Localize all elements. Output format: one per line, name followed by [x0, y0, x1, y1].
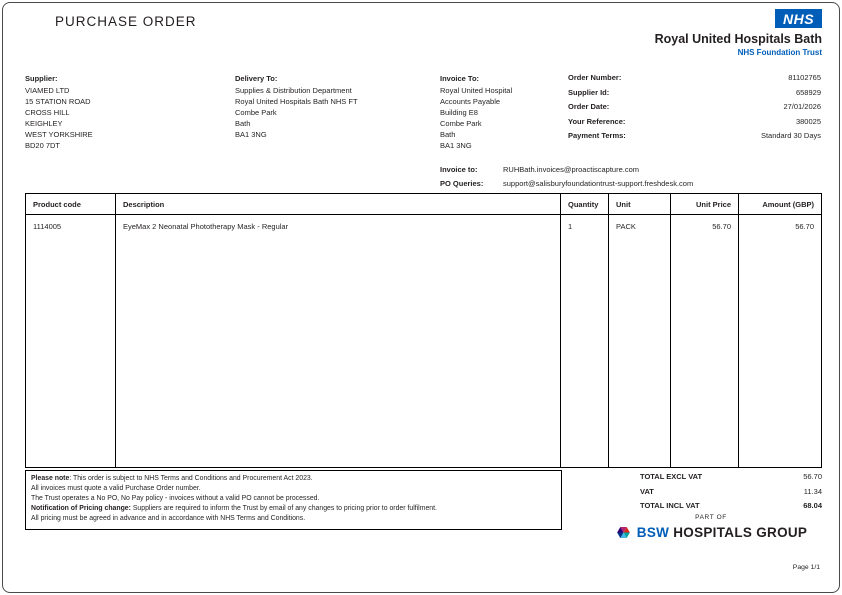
bsw-logo	[600, 524, 822, 541]
totals-block	[640, 472, 822, 516]
supplier-block	[25, 73, 225, 151]
note-line	[31, 474, 556, 484]
order-meta-row	[568, 73, 821, 88]
your-reference-value: 380025	[795, 116, 821, 126]
note-line: All pricing must be agreed in advance and in accordance with NHS Terms and Conditions.	[31, 515, 306, 522]
po-queries-value: support@salisburyfoundationtrust-support.freshdesk.com	[503, 179, 694, 188]
bsw-name-black: HOSPITALS GROUP	[669, 525, 808, 540]
note-line: All invoices must quote a valid Purchase Order number.	[31, 485, 201, 492]
your-reference-label: Your Reference:	[568, 116, 626, 126]
note-text: Suppliers are required to inform the Trust by email of any changes to pricing prior to order fulfilment.	[130, 505, 437, 512]
column-product-code	[26, 194, 116, 467]
address-line: BD20 7DT	[25, 141, 61, 150]
part-of-text: PART OF	[695, 514, 727, 521]
cell-description: EyeMax 2 Neonatal Phototherapy Mask - Regular	[123, 222, 289, 231]
address-line: WEST YORKSHIRE	[25, 130, 93, 139]
line-items-table	[25, 193, 822, 468]
note-lead: Please note	[31, 475, 70, 482]
order-meta-row	[568, 102, 821, 117]
address-line: BA1 3NG	[235, 130, 267, 139]
terms-notes-box	[25, 470, 562, 530]
address-line: BA1 3NG	[440, 141, 472, 150]
header-description: Description	[116, 194, 560, 215]
header-unit-price: Unit Price	[671, 194, 738, 215]
payment-terms-value: Standard 30 Days	[760, 131, 821, 140]
cell-quantity: 1	[568, 222, 573, 231]
nhs-logo: NHS	[775, 9, 822, 28]
organisation-name: Royal United Hospitals Bath	[654, 31, 822, 46]
po-queries-label: PO Queries:	[440, 179, 484, 188]
note-line: The Trust operates a No PO, No Pay policy - invoices without a valid PO cannot be processed.	[31, 495, 320, 502]
contacts-block	[440, 165, 693, 193]
supplier-id-label: Supplier Id:	[568, 87, 610, 97]
nhs-header	[655, 9, 822, 57]
cell-product-code: 1114005	[33, 222, 62, 231]
invoice-email-label: Invoice to:	[440, 165, 478, 174]
total-excl-vat-row	[640, 472, 822, 487]
order-date-label: Order Date:	[568, 102, 610, 111]
delivery-label: Delivery To:	[235, 74, 278, 83]
po-queries-row	[440, 179, 693, 188]
invoice-email-value: RUHBath.invoices@proactiscapture.com	[503, 165, 639, 174]
organisation-subtitle: NHS Foundation Trust	[737, 47, 822, 57]
note-lead: Notification of Pricing change:	[31, 505, 131, 512]
order-meta-row	[568, 117, 821, 132]
order-meta-block	[568, 73, 821, 146]
payment-terms-label: Payment Terms:	[568, 131, 626, 140]
column-amount	[739, 194, 821, 467]
invoice-block	[440, 73, 565, 151]
column-unit	[609, 194, 671, 467]
total-excl-vat-value: 56.70	[803, 472, 822, 481]
delivery-block	[235, 73, 435, 140]
supplier-label: Supplier:	[25, 74, 58, 83]
header-quantity: Quantity	[561, 194, 608, 215]
address-line: Combe Park	[440, 119, 482, 128]
vat-value: 11.34	[803, 486, 822, 496]
invoice-email-row	[440, 165, 693, 174]
invoice-label: Invoice To:	[440, 74, 480, 83]
order-number-value: 81102765	[788, 73, 821, 82]
order-meta-row	[568, 88, 821, 103]
cell-unit: PACK	[616, 222, 636, 231]
total-excl-vat-label: TOTAL EXCL VAT	[640, 472, 703, 481]
address-line: Accounts Payable	[440, 97, 501, 106]
bsw-name	[637, 525, 807, 540]
total-incl-vat-label: TOTAL INCL VAT	[640, 501, 700, 510]
order-meta-row	[568, 131, 821, 146]
address-line: Bath	[235, 119, 251, 128]
header-product-code: Product code	[26, 194, 115, 215]
address-line: Supplies & Distribution Department	[235, 86, 352, 95]
column-description	[116, 194, 561, 467]
vat-row	[640, 487, 822, 502]
cell-unit-price: 56.70	[712, 222, 731, 231]
header-unit: Unit	[609, 194, 670, 215]
address-line: Bath	[440, 130, 456, 139]
column-quantity	[561, 194, 609, 467]
total-incl-vat-value: 68.04	[803, 501, 822, 510]
order-number-label: Order Number:	[568, 73, 622, 82]
column-unit-price	[671, 194, 739, 467]
address-line: KEIGHLEY	[25, 119, 63, 128]
note-text: : This order is subject to NHS Terms and Conditions and Procurement Act 2023.	[69, 475, 313, 482]
address-line: Royal United Hospitals Bath NHS FT	[235, 97, 358, 106]
address-line: 15 STATION ROAD	[25, 97, 91, 106]
address-line: CROSS HILL	[25, 108, 70, 117]
header-amount: Amount (GBP)	[739, 194, 821, 215]
address-line: Combe Park	[235, 108, 277, 117]
cell-amount: 56.70	[795, 222, 814, 231]
address-line: Building E8	[440, 108, 478, 117]
order-date-value: 27/01/2026	[783, 102, 821, 111]
address-line: Royal United Hospital	[440, 86, 513, 95]
page-title: PURCHASE ORDER	[55, 14, 197, 29]
supplier-id-value: 658929	[795, 87, 821, 97]
address-line: VIAMED LTD	[25, 86, 70, 95]
vat-label: VAT	[640, 486, 654, 496]
note-line	[31, 504, 556, 514]
page-number: Page 1/1	[792, 564, 820, 571]
bsw-name-blue: BSW	[636, 525, 670, 540]
bsw-logo-icon	[615, 524, 632, 541]
